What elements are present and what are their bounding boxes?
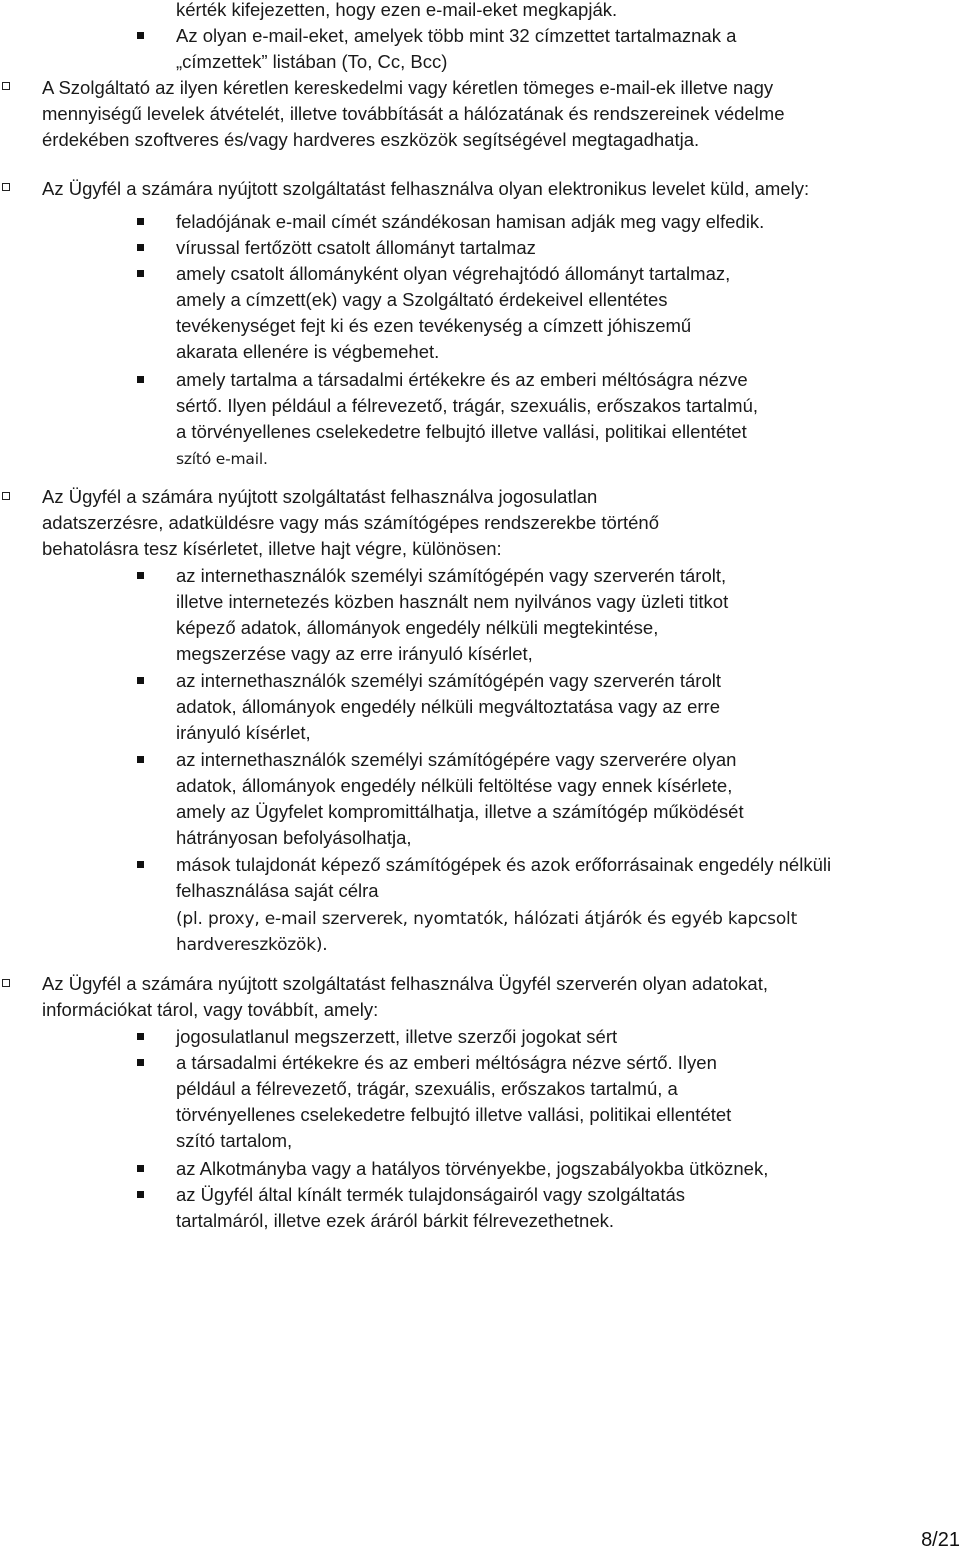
list-item-line: sértő. Ilyen például a félrevezető, trágár, szexuális, erőszakos tartalmú,	[176, 395, 759, 416]
filled-square-bullet-icon	[137, 756, 144, 763]
filled-square-bullet-icon	[137, 1033, 144, 1040]
continued-line: kérték kifejezetten, hogy ezen e-mail-eket megkapják.	[176, 0, 618, 20]
filled-square-bullet-icon	[137, 244, 144, 251]
paragraph-line: információkat tárol, vagy továbbít, amely:	[42, 999, 379, 1020]
list-item-line: adatok, állományok engedély nélküli feltöltése vagy ennek kísérlete,	[176, 775, 733, 796]
list-item-line: szító e-mail.	[176, 450, 268, 468]
list-item-line: Az olyan e-mail-eket, amelyek több mint 32 címzettet tartalmaznak a	[176, 25, 737, 46]
list-item-line: jogosulatlanul megszerzett, illetve szerzői jogokat sért	[176, 1026, 618, 1047]
list-item-line: vírussal fertőzött csatolt állományt tartalmaz	[176, 237, 536, 258]
list-item-line: akarata ellenére is végbemehet.	[176, 341, 440, 362]
list-item-line: képező adatok, állományok engedély nélküli megtekintése,	[176, 617, 659, 638]
list-item-line: tevékenységet fejt ki és ezen tevékenység a címzett jóhiszemű	[176, 315, 692, 336]
list-item-line: (pl. proxy, e-mail szerverek, nyomtatók, hálózati átjárók és egyéb kapcsolt	[176, 909, 798, 929]
list-item-line: megszerzése vagy az erre irányuló kísérlet,	[176, 643, 533, 664]
list-item-line: szító tartalom,	[176, 1130, 293, 1151]
hollow-square-bullet-icon	[2, 183, 10, 191]
list-item-line: a törvényellenes cselekedetre felbujtó illetve vallási, politikai ellentétet	[176, 421, 747, 442]
list-item-line: amely a címzett(ek) vagy a Szolgáltató érdekeivel ellentétes	[176, 289, 668, 310]
hollow-square-bullet-icon	[2, 492, 10, 500]
paragraph-line: érdekében szoftveres és/vagy hardveres eszközök segítségével megtagadhatja.	[42, 129, 700, 150]
filled-square-bullet-icon	[137, 270, 144, 277]
list-item-line: felhasználása saját célra	[176, 880, 379, 901]
page-number: 8/21	[921, 1529, 960, 1551]
filled-square-bullet-icon	[137, 677, 144, 684]
paragraph-line: A Szolgáltató az ilyen kéretlen kereskedelmi vagy kéretlen tömeges e-mail-ek illetve nagy	[42, 77, 774, 98]
list-item-line: feladójának e-mail címét szándékosan hamisan adják meg vagy elfedik.	[176, 211, 765, 232]
list-item-line: az internethasználók személyi számítógépén vagy szerverén tárolt	[176, 670, 721, 691]
list-item-line: adatok, állományok engedély nélküli megváltoztatása vagy az erre	[176, 696, 721, 717]
list-item-line: az Alkotmányba vagy a hatályos törvényekbe, jogszabályokba ütköznek,	[176, 1158, 769, 1179]
paragraph-line: Az Ügyfél a számára nyújtott szolgáltatást felhasználva jogosulatlan	[42, 486, 598, 507]
filled-square-bullet-icon	[137, 218, 144, 225]
list-item-line: illetve internetezés közben használt nem nyilvános vagy üzleti titkot	[176, 591, 729, 612]
list-item-line: a társadalmi értékekre és az emberi méltóságra nézve sértő. Ilyen	[176, 1052, 717, 1073]
hollow-square-bullet-icon	[2, 82, 10, 90]
paragraph-line: behatolásra tesz kísérletet, illetve hajt végre, különösen:	[42, 538, 502, 559]
list-item-line: hardvereszközök).	[176, 935, 328, 955]
list-item-line: mások tulajdonát képező számítógépek és azok erőforrásainak engedély nélküli	[176, 854, 832, 875]
paragraph-line: adatszerzésre, adatküldésre vagy más számítógépes rendszerekbe történő	[42, 512, 659, 533]
filled-square-bullet-icon	[137, 572, 144, 579]
list-item-line: hátrányosan befolyásolhatja,	[176, 827, 412, 848]
filled-square-bullet-icon	[137, 861, 144, 868]
list-item-line: amely az Ügyfelet kompromittálhatja, illetve a számítógép működését	[176, 801, 744, 822]
list-item-line: az internethasználók személyi számítógépén vagy szerverén tárolt,	[176, 565, 727, 586]
paragraph-line: Az Ügyfél a számára nyújtott szolgáltatást felhasználva Ügyfél szerverén olyan adatokat,	[42, 973, 768, 994]
paragraph-line: mennyiségű levelek átvételét, illetve továbbítását a hálózatának és rendszereinek védelme	[42, 103, 785, 124]
list-item-line: irányuló kísérlet,	[176, 722, 311, 743]
list-item-line: az internethasználók személyi számítógépére vagy szerverére olyan	[176, 749, 737, 770]
list-item-line: „címzettek” listában (To, Cc, Bcc)	[176, 51, 448, 72]
filled-square-bullet-icon	[137, 32, 144, 39]
filled-square-bullet-icon	[137, 1191, 144, 1198]
filled-square-bullet-icon	[137, 1059, 144, 1066]
filled-square-bullet-icon	[137, 1165, 144, 1172]
hollow-square-bullet-icon	[2, 979, 10, 987]
list-item-line: törvényellenes cselekedetre felbujtó illetve vallási, politikai ellentétet	[176, 1104, 732, 1125]
list-item-line: például a félrevezető, trágár, szexuális, erőszakos tartalmú, a	[176, 1078, 678, 1099]
filled-square-bullet-icon	[137, 376, 144, 383]
list-item-line: tartalmáról, illetve ezek áráról bárkit félrevezethetnek.	[176, 1210, 615, 1231]
list-item-line: amely tartalma a társadalmi értékekre és az emberi méltóságra nézve	[176, 369, 748, 390]
list-item-line: az Ügyfél által kínált termék tulajdonságairól vagy szolgáltatás	[176, 1184, 686, 1205]
paragraph-line: Az Ügyfél a számára nyújtott szolgáltatást felhasználva olyan elektronikus levelet küld, amely:	[42, 178, 810, 199]
list-item-line: amely csatolt állományként olyan végrehajtódó állományt tartalmaz,	[176, 263, 731, 284]
